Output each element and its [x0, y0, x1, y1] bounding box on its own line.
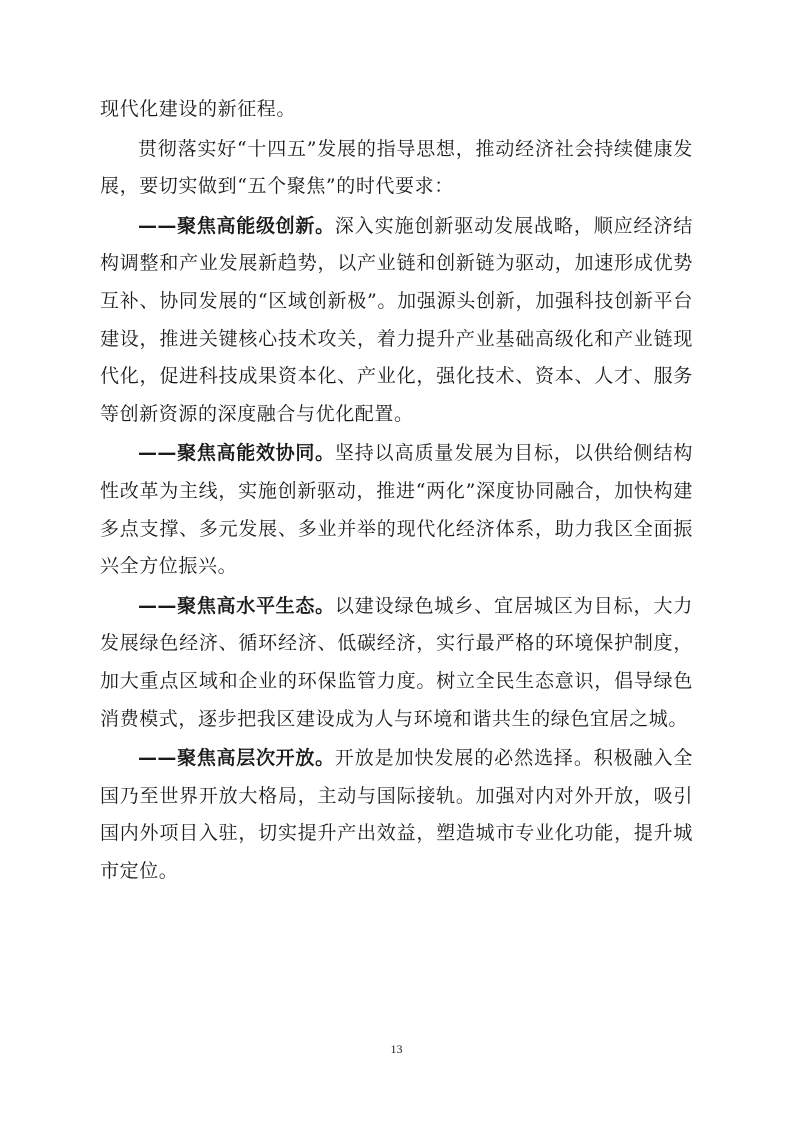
paragraph-text: 开放是加快发展的必然选择。积极融入全国乃至世界开放大格局，主动与国际接轨。加强对内对外开放，吸引国内外项目入驻，切实提升产出效益，塑造城市专业化功能，提升城市定位。: [100, 747, 693, 882]
paragraph-heading: ——聚焦高水平生态。: [138, 594, 335, 617]
paragraph-text: 以建设绿色城乡、宜居城区为目标，大力发展绿色经济、循环经济、低碳经济，实行最严格的环境保护制度，加大重点区域和企业的环保监管力度。树立全民生态意识，倡导绿色消费模式，逐步把我区建设成为人与环境和谐共生的绿色宜居之城。: [100, 594, 693, 730]
document-body: [100, 91, 693, 890]
page-number: 13: [390, 1042, 403, 1056]
paragraph-ecology: [100, 588, 693, 738]
paragraph-synergy: [100, 435, 693, 585]
paragraph-text: 现代化建设的新征程。: [100, 98, 297, 120]
paragraph-intro: [100, 131, 693, 206]
paragraph-heading: ——聚焦高能级创新。: [138, 214, 335, 237]
paragraph-heading: ——聚焦高层次开放。: [138, 747, 335, 770]
paragraph-innovation: [100, 208, 693, 434]
paragraph-opening: [100, 740, 693, 890]
paragraph-text: 贯彻落实好“十四五”发展的指导思想，推动经济社会持续健康发展，要切实做到“五个聚焦”的时代要求：: [100, 137, 693, 198]
paragraph-text: 坚持以高质量发展为目标，以供给侧结构性改革为主线，实施创新驱动，推进“两化”深度协同融合，加快构建多点支撑、多元发展、多业并举的现代化经济体系，助力我区全面振兴全方位振兴。: [100, 442, 693, 578]
paragraph-text: 深入实施创新驱动发展战略，顺应经济结构调整和产业发展新趋势，以产业链和创新链为驱动，加速形成优势互补、协同发展的“区域创新极”。加强源头创新，加强科技创新平台建设，推进关键核心技术攻关，着力提升产业基础高级化和产业链现代化，促进科技成果资本化、产业化，强化技术、资本、人才、服务等创新资源的深度融合与优化配置。: [100, 214, 693, 425]
paragraph-heading: ——聚焦高能效协同。: [138, 442, 335, 465]
paragraph-continuation: [100, 91, 693, 129]
